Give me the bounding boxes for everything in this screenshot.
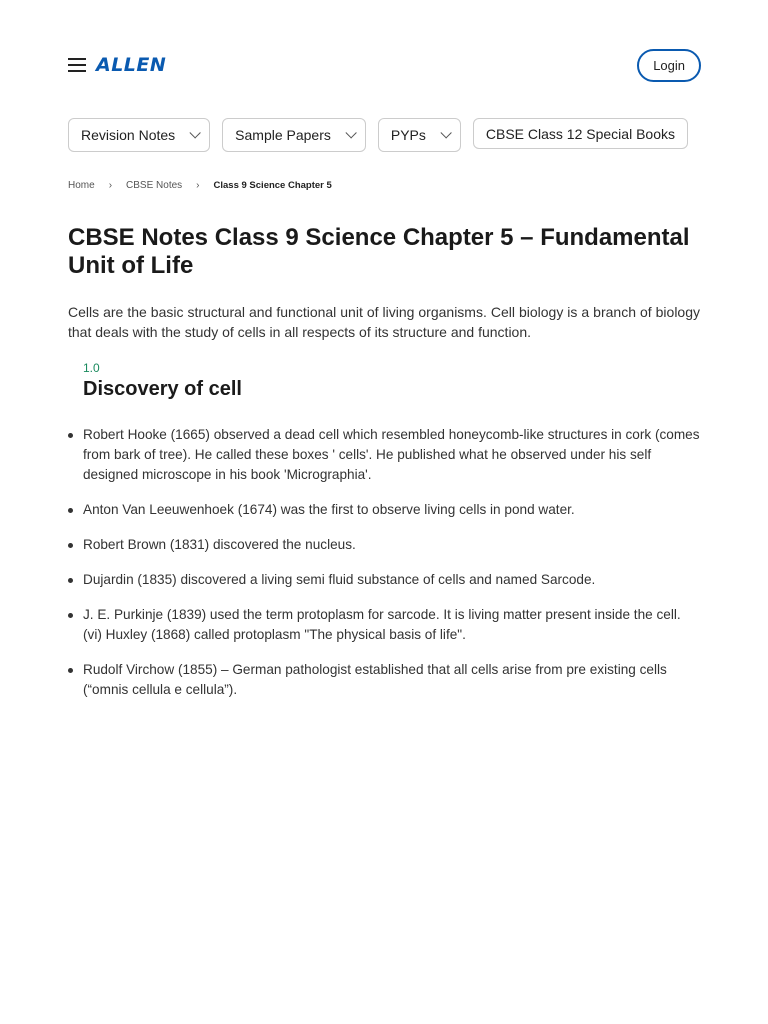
chevron-right-icon: › <box>108 180 113 191</box>
chevron-right-icon: › <box>196 180 200 191</box>
menu-icon[interactable] <box>68 58 86 72</box>
chevron-down-icon <box>190 127 201 138</box>
discovery-list <box>83 425 703 715</box>
header <box>68 48 701 82</box>
tab-label: Revision Notes <box>81 127 176 143</box>
list-item: Dujardin (1835) discovered a living semi fluid substance of cells and named Sarcode. <box>83 570 703 590</box>
section-heading: Discovery of cell <box>83 378 242 400</box>
list-item: Robert Brown (1831) discovered the nucleus. <box>83 535 703 555</box>
list-item: Rudolf Virchow (1855) – German pathologist established that all cells arise from pre existing cells (“omnis cellula e cellula”). <box>83 660 703 700</box>
tab-label: CBSE Class 12 Special Books <box>485 125 675 142</box>
breadcrumb <box>68 180 332 191</box>
tab-sample-papers[interactable] <box>222 118 366 152</box>
tab-pyps[interactable] <box>378 118 461 152</box>
nav-tabs <box>68 118 688 152</box>
tab-label: Sample Papers <box>235 127 331 143</box>
list-item: J. E. Purkinje (1839) used the term protoplasm for sarcode. It is living matter present inside the cell. (vi) Huxley (1868) called protoplasm "The physical basis of life". <box>83 605 703 645</box>
chevron-down-icon <box>345 127 356 138</box>
section-number: 1.0 <box>83 361 100 375</box>
login-button[interactable]: Login <box>637 49 701 82</box>
list-item: Robert Hooke (1665) observed a dead cell which resembled honeycomb-like structures in cork (comes from bark of tree). He called these boxes ' cells'. He published what he observed under his self designed microscope in his book 'Micrographia'. <box>83 425 703 485</box>
intro-paragraph: Cells are the basic structural and functional unit of living organisms. Cell biology is a branch of biology that deals with the study of cells in all respects of its structure and function. <box>68 304 700 340</box>
tab-label: PYPs <box>390 127 426 143</box>
tab-revision-notes[interactable] <box>68 118 210 152</box>
list-item: Anton Van Leeuwenhoek (1674) was the first to observe living cells in pond water. <box>83 500 703 520</box>
chevron-down-icon <box>440 127 451 138</box>
page-title: CBSE Notes Class 9 Science Chapter 5 – Fundamental Unit of Life <box>68 224 690 279</box>
tab-special-books[interactable] <box>473 118 688 149</box>
breadcrumb-home[interactable]: Home <box>68 180 95 191</box>
breadcrumb-cbse-notes[interactable]: CBSE Notes <box>126 180 183 191</box>
breadcrumb-current: Class 9 Science Chapter 5 <box>213 180 332 191</box>
allen-logo[interactable]: ALLEN <box>96 54 167 76</box>
